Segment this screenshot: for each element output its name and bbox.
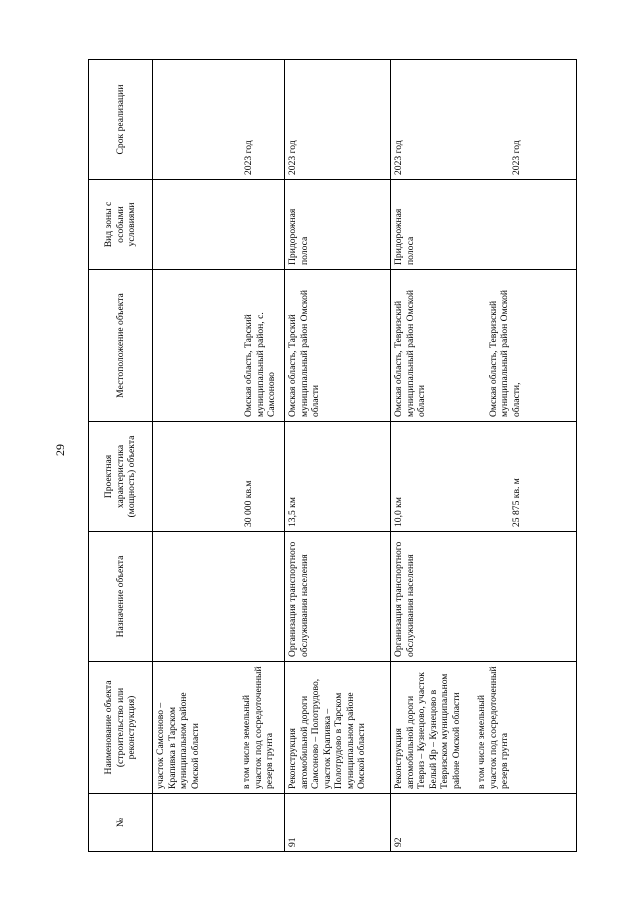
header-term: Срок реализации <box>89 60 153 180</box>
row-capacity-sub: 25 875 кв. м <box>510 478 522 527</box>
row-name <box>391 662 577 794</box>
row-zone <box>153 180 285 270</box>
header-zone: Вид зоны с особыми условиями <box>89 180 153 270</box>
row-location-main: Омская область, Тевризский муниципальный район Омской области <box>393 289 427 417</box>
header-purpose: Назначение объекта <box>89 532 153 662</box>
table-row <box>153 60 285 852</box>
row-num: 91 <box>285 794 391 852</box>
row-zone: Придорожная полоса <box>285 180 391 270</box>
row-purpose: Организация транспортного обслуживания населения <box>285 532 391 662</box>
row-name: Реконструкция автомобильной дороги Самсоново – Полотрудово, участок Крапивка – Полотрудово в Тарском муниципальном районе Омской области <box>285 662 391 794</box>
row-num <box>153 794 285 852</box>
objects-table <box>88 59 577 852</box>
row-location-sub: Омская область, Тевризский муниципальный район Омской области, <box>487 289 522 417</box>
row-term: 2023 год <box>285 60 391 180</box>
row-capacity <box>153 422 285 532</box>
page-number: 29 <box>53 444 67 456</box>
row-term-sub: 2023 год <box>243 140 254 175</box>
header-name: Наименование объекта (строительство или реконструкция) <box>89 662 153 794</box>
row-capacity-sub: 30 000 кв.м <box>243 480 254 527</box>
row-capacity-main: 10,0 км <box>393 497 404 527</box>
table-row <box>285 60 391 852</box>
row-name <box>153 662 285 794</box>
row-term-main: 2023 год <box>393 140 404 175</box>
rotated-table-container <box>88 60 576 852</box>
row-zone: Придорожная полоса <box>391 180 577 270</box>
row-name-main: Реконструкция автомобильной дороги Тевриз – Кузнецово, участок Белый Яр – Кузнецово в Тевризском муниципальном районе Омской области <box>393 672 462 789</box>
row-term-sub: 2023 год <box>510 140 522 175</box>
table-row <box>391 60 577 852</box>
row-location <box>153 270 285 422</box>
table-header-row <box>89 60 153 852</box>
row-purpose: Организация транспортного обслуживания населения <box>391 532 577 662</box>
row-capacity <box>391 422 577 532</box>
row-purpose <box>153 532 285 662</box>
row-name-sub: в том числе земельный участок под сосредоточенный резерв грунта <box>241 666 275 789</box>
header-capacity: Проектная характеристика (мощность) объекта <box>89 422 153 532</box>
row-location: Омская область, Тарский муниципальный район Омской области <box>285 270 391 422</box>
header-num: № <box>89 794 153 852</box>
row-num: 92 <box>391 794 577 852</box>
row-capacity: 13,5 км <box>285 422 391 532</box>
row-name-main: участок Самсоново – Крапивка в Тарском муниципальном районе Омской области <box>155 692 201 789</box>
row-term <box>153 60 285 180</box>
row-term <box>391 60 577 180</box>
row-name-sub: в том числе земельный участок под сосредоточенный резерв грунта <box>476 666 510 789</box>
row-location-sub: Омская область, Тарский муниципальный район, с. Самсоново <box>243 312 277 417</box>
header-location: Местоположение объекта <box>89 270 153 422</box>
row-location <box>391 270 577 422</box>
